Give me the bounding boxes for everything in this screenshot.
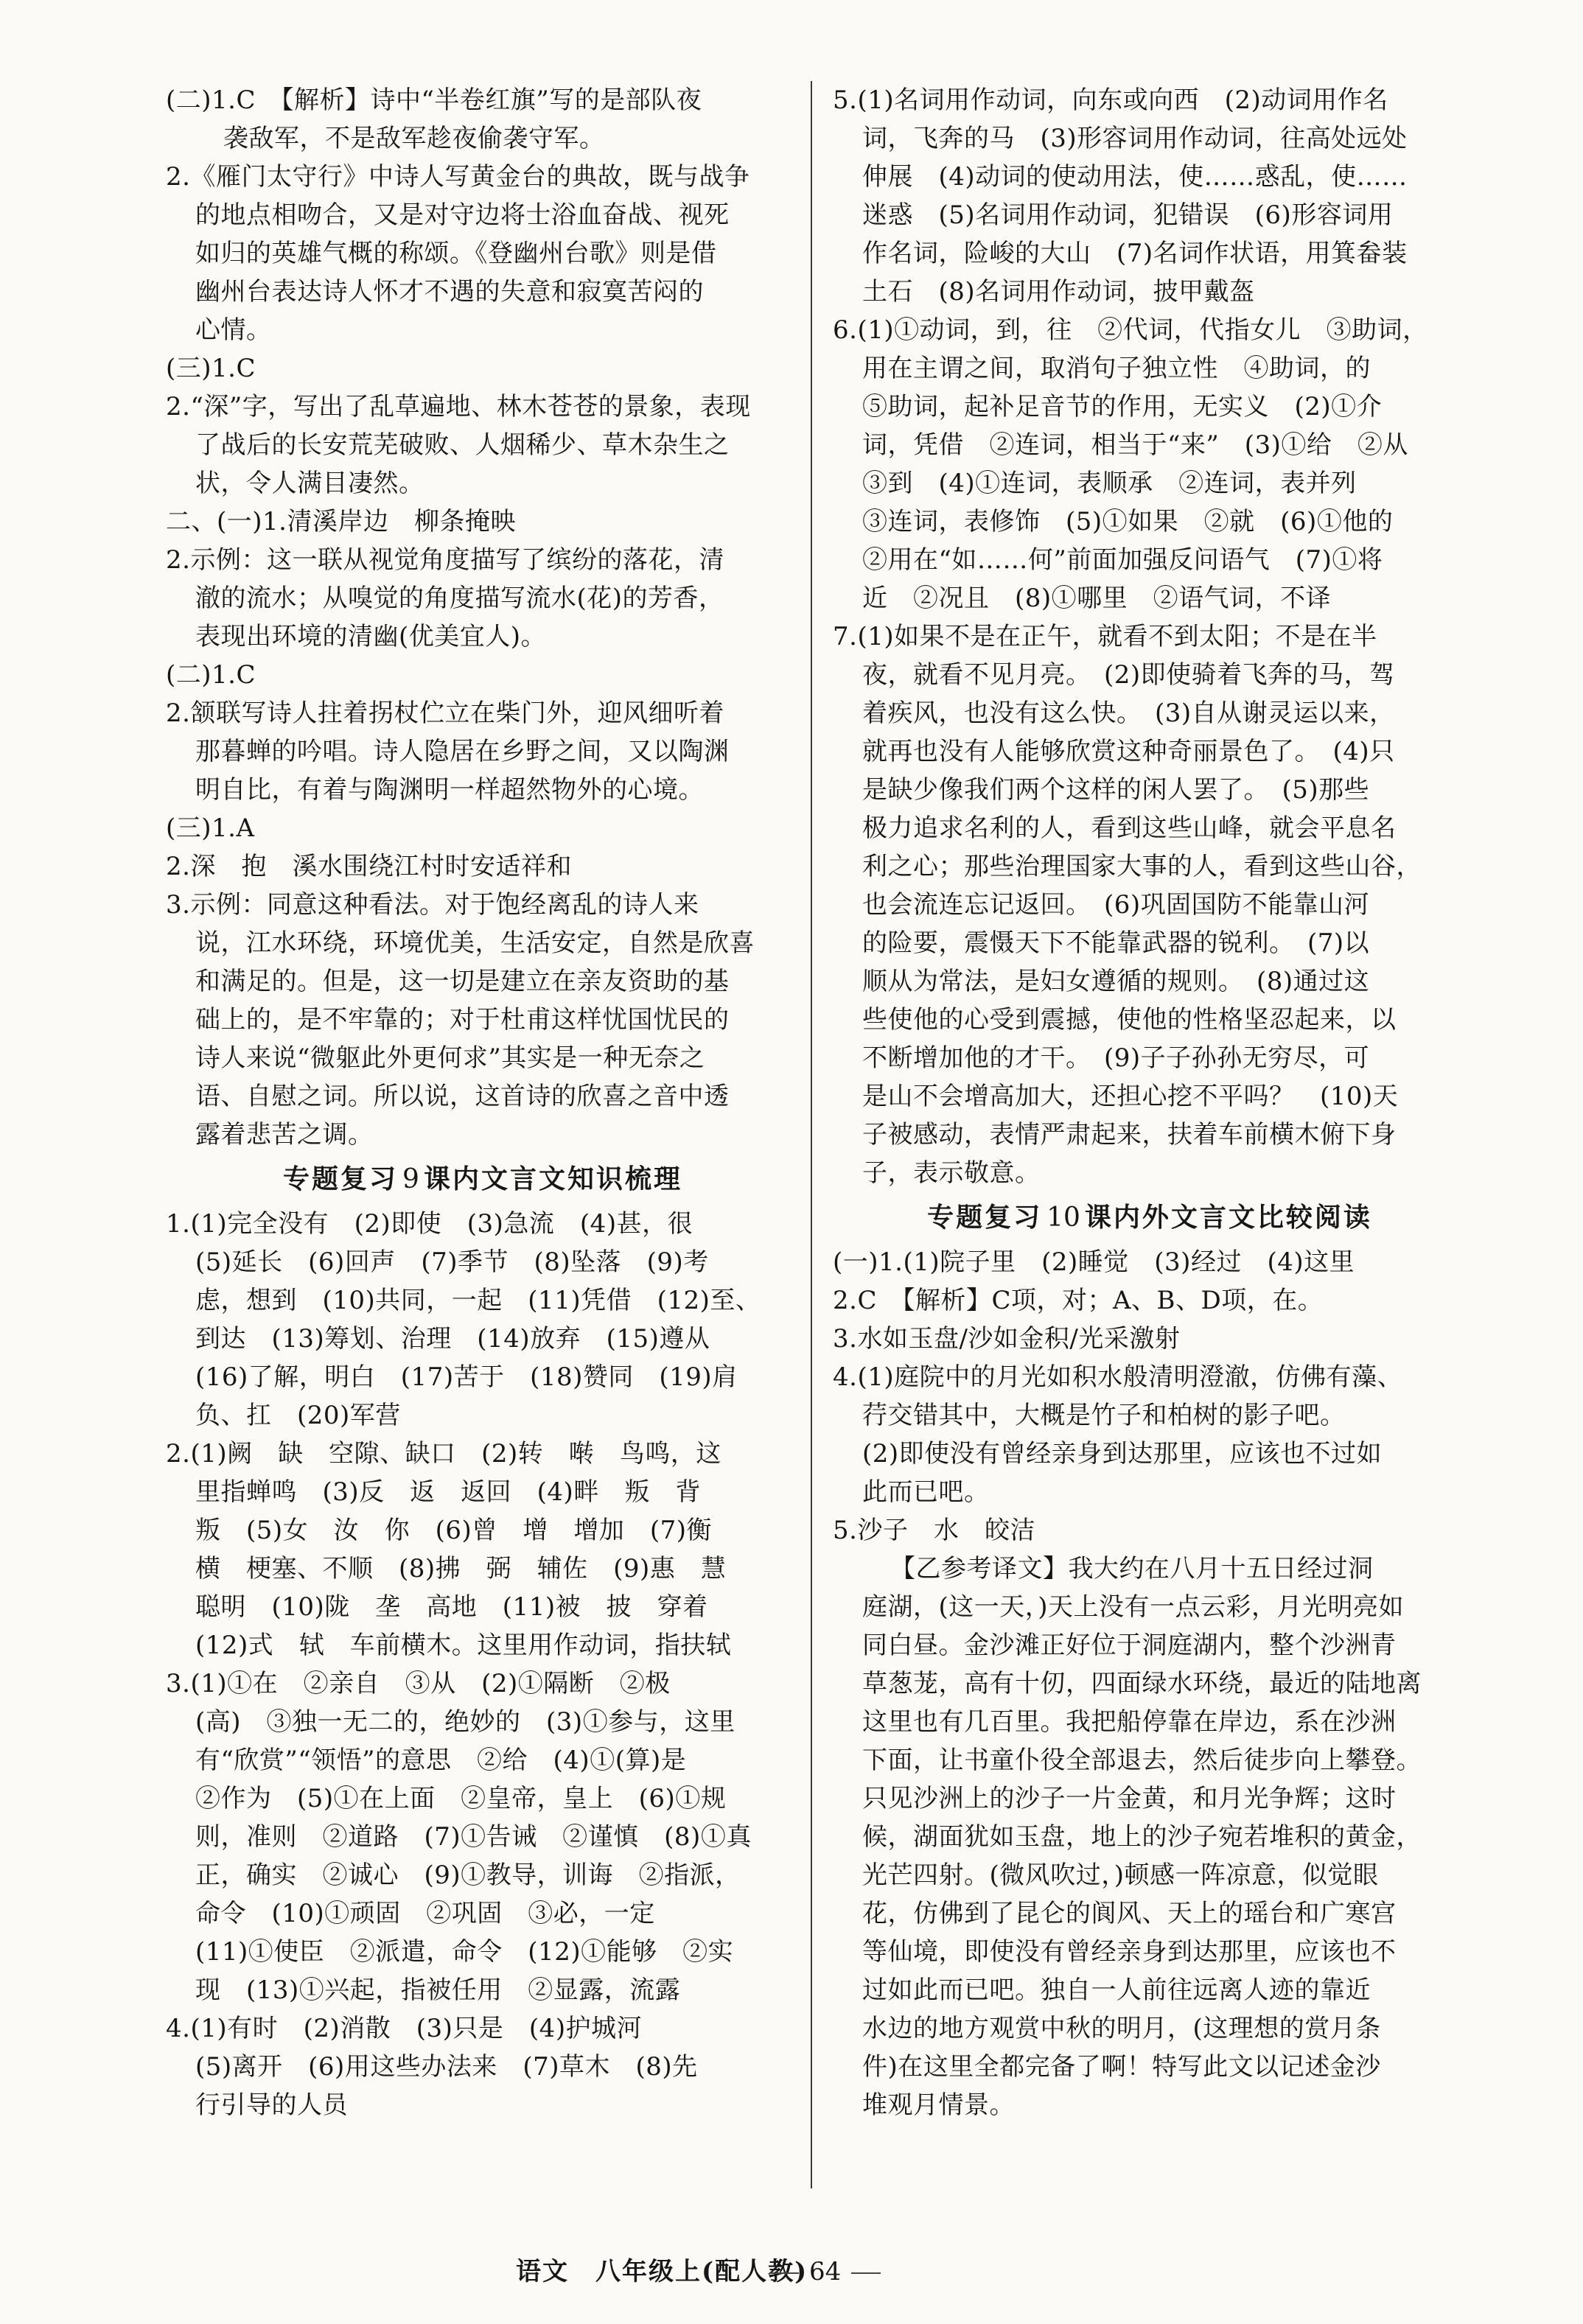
- answer-line: 近 ②况且 (8)①哪里 ②语气词，不译: [862, 584, 1332, 613]
- section-heading: [166, 1154, 800, 1205]
- answer-line: 花，仿佛到了昆仑的阆风、天上的瑶台和广寒宫: [862, 1899, 1397, 1928]
- answer-line: 就再也没有人能够欣赏这种奇丽景色了。 (4)只: [862, 737, 1395, 766]
- answer-line: 伸展 (4)动词的使动用法，使……惑乱，使……: [862, 162, 1408, 192]
- answer-line: 正，确实 ②诚心 (9)①教导，训诲 ②指派，: [195, 1861, 741, 1890]
- answer-line: 明自比，有着与陶渊明一样超然物外的心境。: [195, 775, 704, 805]
- answer-line: 现 (13)①兴起，指被任用 ②显露，流露: [195, 1975, 681, 2005]
- answer-line: (11)①使臣 ②派遣，命令 (12)①能够 ②实: [195, 1937, 734, 1967]
- answer-line: 草葱茏，高有十仞，四面绿水环绕，最近的陆地离: [862, 1669, 1422, 1698]
- answer-line: 候，湖面犹如玉盘，地上的沙子宛若堆积的黄金，: [862, 1822, 1422, 1852]
- answer-line: 状，令人满目凄然。: [195, 469, 424, 498]
- dash-left: [769, 2272, 799, 2274]
- answer-line: 着疾风，也没有这么快。 (3)自从谢灵运以来，: [862, 699, 1395, 728]
- answer-line: 叛 (5)女 汝 你 (6)曾 增 增加 (7)衡: [195, 1516, 712, 1545]
- section-heading-prefix: 专题复习: [283, 1163, 399, 1194]
- answer-line: 2.《雁门太守行》中诗人写黄金台的典故，既与战争: [166, 162, 750, 192]
- answer-line: 2.颔联写诗人拄着拐杖伫立在柴门外，迎风细听着: [166, 699, 724, 728]
- answer-line: 露着悲苦之调。: [195, 1120, 374, 1149]
- answer-line: 那暮蝉的吟唱。诗人隐居在乡野之间，又以陶渊: [195, 737, 730, 766]
- answer-line: 行引导的人员: [195, 2090, 348, 2120]
- answer-line: 4.(1)有时 (2)消散 (3)只是 (4)护城河: [166, 2014, 643, 2043]
- answer-line: 命令 (10)①顽固 ②巩固 ③必，一定: [195, 1899, 655, 1928]
- answer-line: 聪明 (10)陇 垄 高地 (11)被 披 穿着: [195, 1592, 708, 1622]
- answer-line: 只见沙洲上的沙子一片金黄，和月光争辉；这时: [862, 1784, 1397, 1813]
- answer-line: (5)延长 (6)回声 (7)季节 (8)坠落 (9)考: [195, 1247, 709, 1277]
- section-heading: [833, 1192, 1467, 1243]
- answer-line: 子被感动，表情严肃起来，扶着车前横木俯下身: [862, 1120, 1397, 1149]
- answer-line: 【乙参考译文】我大约在八月十五日经过洞: [890, 1554, 1374, 1583]
- answer-line: 极力追求名利的人，看到这些山峰，就会平息名: [862, 813, 1397, 843]
- answer-line: 作名词，险峻的大山 (7)名词作状语，用箕畚装: [862, 239, 1408, 268]
- answer-line: 2.示例：这一联从视觉角度描写了缤纷的落花，清: [166, 545, 724, 575]
- answer-line: 1.(1)完全没有 (2)即使 (3)急流 (4)甚，很: [166, 1209, 693, 1239]
- answer-line: 2.C 【解析】C项，对；A、B、D项，在。: [833, 1286, 1324, 1315]
- section-number: 9: [402, 1164, 419, 1194]
- answer-line: ③到 (4)①连词，表顺承 ②连词，表并列: [862, 469, 1357, 498]
- answer-line: 心情。: [195, 315, 272, 345]
- answer-line: 二、(一)1.清溪岸边 柳条掩映: [166, 507, 516, 536]
- answer-line: 了战后的长安荒芜破败、人烟稀少、草木杂生之: [195, 430, 730, 460]
- answer-line: 用在主谓之间，取消句子独立性 ④助词，的: [862, 354, 1371, 383]
- answer-line: 2.(1)阙 缺 空隙、缺口 (2)转 啭 鸟鸣，这: [166, 1439, 721, 1469]
- answer-line: (二)1.C 【解析】诗中“半卷红旗”写的是部队夜: [166, 85, 702, 115]
- column-divider: [811, 81, 812, 2188]
- answer-line: ②用在“如……何”前面加强反问语气 (7)①将: [862, 545, 1383, 575]
- answer-line: ⑤助词，起补足音节的作用，无实义 (2)①介: [862, 392, 1383, 421]
- answer-line: 表现出环境的清幽(优美宜人)。: [195, 622, 547, 651]
- answer-line: 土石 (8)名词用作动词，披甲戴盔: [862, 277, 1255, 307]
- answer-line: 诗人来说“微躯此外更何求”其实是一种无奈之: [195, 1043, 705, 1073]
- footer-subject: 语文 八年级上(配人教): [516, 2257, 808, 2286]
- answer-line: (2)即使没有曾经亲身到达那里，应该也不过如: [862, 1439, 1383, 1469]
- answer-line: ③连词，表修饰 (5)①如果 ②就 (6)①他的: [862, 507, 1394, 536]
- answer-line: 虑，想到 (10)共同，一起 (11)凭借 (12)至、: [195, 1286, 761, 1315]
- answer-line: 里指蝉鸣 (3)反 返 返回 (4)畔 叛 背: [195, 1477, 701, 1507]
- answer-line: 词，凭借 ②连词，相当于“来” (3)①给 ②从: [862, 430, 1408, 460]
- answer-line: (三)1.C: [166, 354, 256, 383]
- answer-line: (5)离开 (6)用这些办法来 (7)草木 (8)先: [195, 2052, 698, 2082]
- answer-line: 光芒四射。(微风吹过，)顿感一阵凉意，似觉眼: [862, 1861, 1379, 1890]
- answer-line: 的险要，震慑天下不能靠武器的锐利。 (7)以: [862, 928, 1370, 958]
- answer-line: (一)1.(1)院子里 (2)睡觉 (3)经过 (4)这里: [833, 1247, 1355, 1277]
- answer-line: 如归的英雄气概的称颂。《登幽州台歌》则是借: [195, 239, 717, 268]
- answer-line: (16)了解，明白 (17)苦于 (18)赞同 (19)肩: [195, 1362, 738, 1392]
- answer-line: 3.示例：同意这种看法。对于饱经离乱的诗人来: [166, 890, 699, 920]
- answer-line: 也会流连忘记返回。 (6)巩固国防不能靠山河: [862, 890, 1370, 920]
- section-heading-prefix: 专题复习: [927, 1202, 1043, 1233]
- page-number-wrap: [759, 2253, 891, 2290]
- answer-line: 7.(1)如果不是在正午，就看不到太阳；不是在半: [833, 622, 1377, 651]
- answer-line: 不断增加他的才干。 (9)子子孙孙无穷尽，可: [862, 1043, 1370, 1073]
- answer-line: 袭敌军，不是敌军趁夜偷袭守军。: [223, 124, 605, 153]
- answer-line: 横 梗塞、不顺 (8)拂 弼 辅佐 (9)惠 慧: [195, 1554, 727, 1583]
- answer-line: 负、扛 (20)军营: [195, 1401, 401, 1430]
- answer-line: 有“欣赏”“领悟”的意思 ②给 (4)①(算)是: [195, 1746, 687, 1775]
- answer-line: 词，飞奔的马 (3)形容词用作动词，往高处远处: [862, 124, 1408, 153]
- answer-line: (12)式 轼 车前横木。这里用作动词，指扶轼: [195, 1631, 732, 1660]
- answer-line: 庭湖，(这一天，)天上没有一点云彩，月光明亮如: [862, 1592, 1405, 1622]
- answer-line: 4.(1)庭院中的月光如积水般清明澄澈，仿佛有藻、: [833, 1362, 1403, 1392]
- answer-line: 荇交错其中，大概是竹子和柏树的影子吧。: [862, 1401, 1346, 1430]
- left-column: [166, 81, 800, 2218]
- answer-line: 2.“深”字，写出了乱草遍地、林木苍苍的景象，表现: [166, 392, 751, 421]
- answer-line: 的地点相吻合，又是对守边将士浴血奋战、视死: [195, 200, 730, 230]
- answer-line: 同白昼。金沙滩正好位于洞庭湖内，整个沙洲青: [862, 1631, 1397, 1660]
- section-title: 课内文言文知识梳理: [423, 1163, 682, 1194]
- answer-line: 夜，就看不见月亮。 (2)即使骑着飞奔的马，驾: [862, 660, 1395, 690]
- answer-line: ②作为 (5)①在上面 ②皇帝，皇上 (6)①规: [195, 1784, 727, 1813]
- answer-line: 2.深 抱 溪水围绕江村时安适祥和: [166, 852, 572, 881]
- answer-line: 等仙境，即使没有曾经亲身到达那里，应该也不: [862, 1937, 1397, 1967]
- section-number: 10: [1046, 1203, 1080, 1233]
- answer-line: 些使他的心受到震撼，使他的性格坚忍起来，以: [862, 1005, 1397, 1035]
- answer-line: 利之心；那些治理国家大事的人，看到这些山谷，: [862, 852, 1422, 881]
- answer-line: 此而已吧。: [862, 1477, 990, 1507]
- answer-line: 件)在这里全都完备了啊！特写此文以记述金沙: [862, 2052, 1381, 2082]
- answer-line: 是缺少像我们两个这样的闲人罢了。 (5)那些: [862, 775, 1370, 805]
- answer-line: 础上的，是不牢靠的；对于杜甫这样忧国忧民的: [195, 1005, 730, 1035]
- answer-line: 过如此而已吧。独自一人前往远离人迹的靠近: [862, 1975, 1371, 2005]
- answer-line: 3.(1)①在 ②亲自 ③从 (2)①隔断 ②极: [166, 1669, 671, 1698]
- answer-line: 顺从为常法，是妇女遵循的规则。 (8)通过这: [862, 967, 1370, 996]
- answer-line: 堆观月情景。: [862, 2090, 1015, 2120]
- answer-line: 下面，让书童仆役全部退去，然后徒步向上攀登。: [862, 1746, 1422, 1775]
- page-footer: [516, 2253, 1105, 2290]
- answer-line: 和满足的。但是，这一切是建立在亲友资助的基: [195, 967, 730, 996]
- answer-line: (高) ③独一无二的，绝妙的 (3)①参与，这里: [195, 1707, 735, 1737]
- answer-line: 澈的流水；从嗅觉的角度描写流水(花)的芳香，: [195, 584, 724, 613]
- answer-line: 迷惑 (5)名词用作动词，犯错误 (6)形容词用: [862, 200, 1394, 230]
- answer-line: 子，表示敬意。: [862, 1158, 1041, 1188]
- answer-line: 幽州台表达诗人怀才不遇的失意和寂寞苦闷的: [195, 277, 704, 307]
- page-number: 64: [809, 2257, 842, 2286]
- answer-line: 则，准则 ②道路 (7)①告诫 ②谨慎 (8)①真: [195, 1822, 752, 1852]
- dash-right: [851, 2272, 881, 2274]
- right-column: [833, 81, 1467, 2218]
- answer-line: (二)1.C: [166, 660, 256, 690]
- answer-line: 是山不会增高加大，还担心挖不平吗？ (10)天: [862, 1082, 1399, 1111]
- answer-line: (三)1.A: [166, 813, 255, 843]
- answer-line: 3.水如玉盘/沙如金积/光采激射: [833, 1324, 1181, 1354]
- section-title: 课内外文言文比较阅读: [1084, 1202, 1372, 1233]
- answer-line: 语、自慰之词。所以说，这首诗的欣喜之音中透: [195, 1082, 730, 1111]
- answer-line: 说，江水环绕，环境优美，生活安定，自然是欣喜: [195, 928, 755, 958]
- answer-line: 6.(1)①动词，到，往 ②代词，代指女儿 ③助词，: [833, 315, 1428, 345]
- answer-line: 5.(1)名词用作动词，向东或向西 (2)动词用作名: [833, 85, 1388, 115]
- answer-line: 水边的地方观赏中秋的明月，(这理想的赏月条: [862, 2014, 1381, 2043]
- answer-line: 5.沙子 水 皎洁: [833, 1516, 1035, 1545]
- answer-line: 到达 (13)筹划、治理 (14)放弃 (15)遵从: [195, 1324, 710, 1354]
- answer-line: 这里也有几百里。我把船停靠在岸边，系在沙洲: [862, 1707, 1397, 1737]
